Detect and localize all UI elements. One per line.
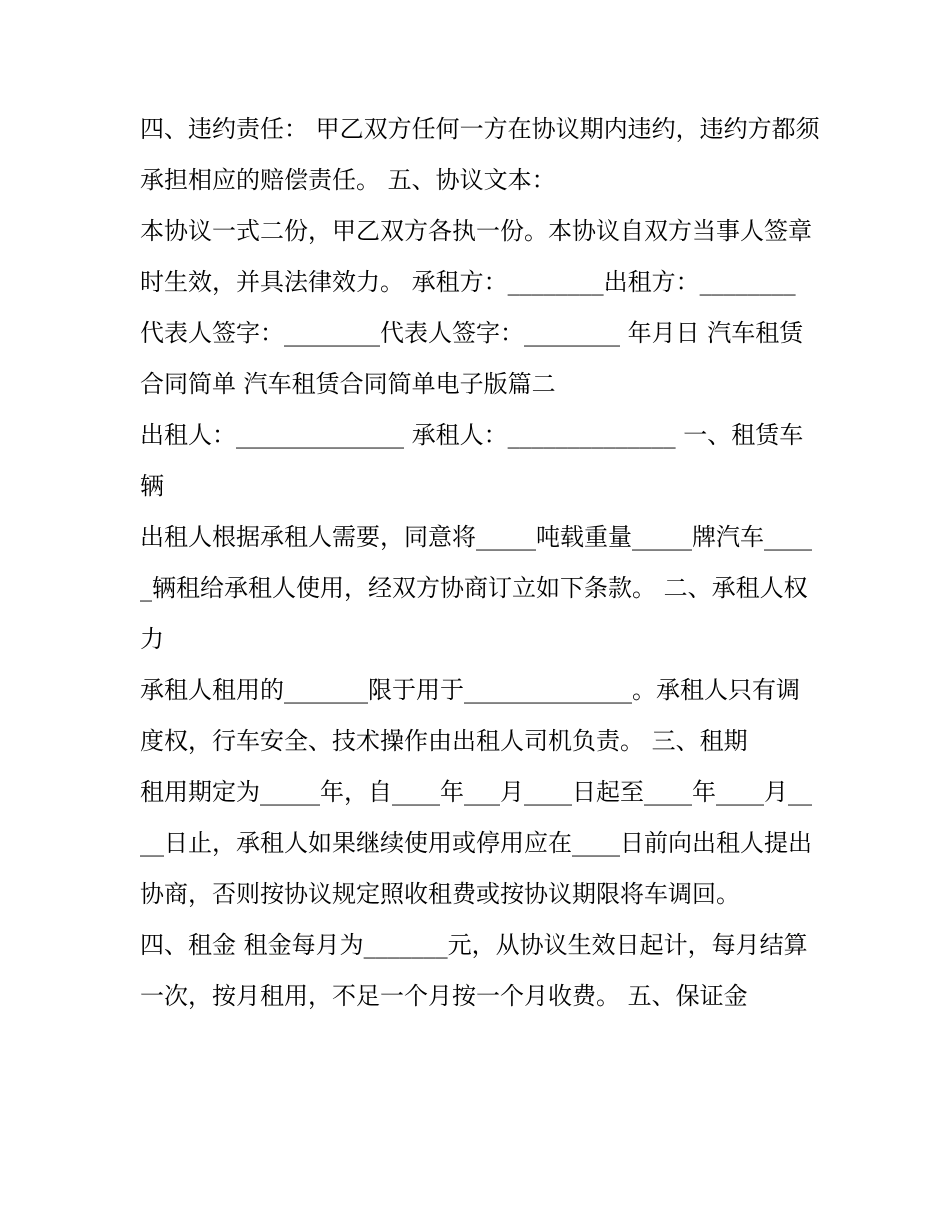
paragraph-copies-and-parties: 本协议一式二份，甲乙双方各执一份。本协议自双方当事人签章时生效，并具法律效力。 承租方：________出租方：________ [140, 217, 812, 296]
paragraph-rent: 四、租金 租金每月为_______元，从协议生效日起计，每月结算一次，按月租用，不足一个月按一个月收费。 五、保证金 [140, 931, 808, 1010]
paragraph-vehicle-terms: 出租人根据承租人需要，同意将_____吨载重量_____牌汽车_____辆租给承租人使用，经双方协商订立如下条款。 二、承租人权力 [140, 523, 812, 653]
paragraph-lessor-lessee: 出租人：______________ 承租人：______________ 一、租赁车辆 [140, 421, 804, 500]
paragraph-lease-term: 租用期定为_____年，自____年___月____日起至____年____月____日止，承租人如果继续使用或停用应在____日前向出租人提出协商，否则按协议规定照收租费或按协议期限将车调回。 [140, 778, 812, 908]
paragraph-breach-and-text: 四、违约责任： 甲乙双方任何一方在协议期内违约，违约方都须承担相应的赔偿责任。 五、协议文本： [140, 115, 820, 194]
paragraph-signatures-and-title: 代表人签字：________代表人签字：________ 年月日 汽车租赁合同简单 汽车租赁合同简单电子版篇二 [140, 319, 804, 398]
paragraph-lessee-rights: 承租人租用的_______限于用于______________。承租人只有调度权，行车安全、技术操作由出租人司机负责。 三、租期 [140, 676, 800, 755]
document-body [140, 104, 820, 1022]
